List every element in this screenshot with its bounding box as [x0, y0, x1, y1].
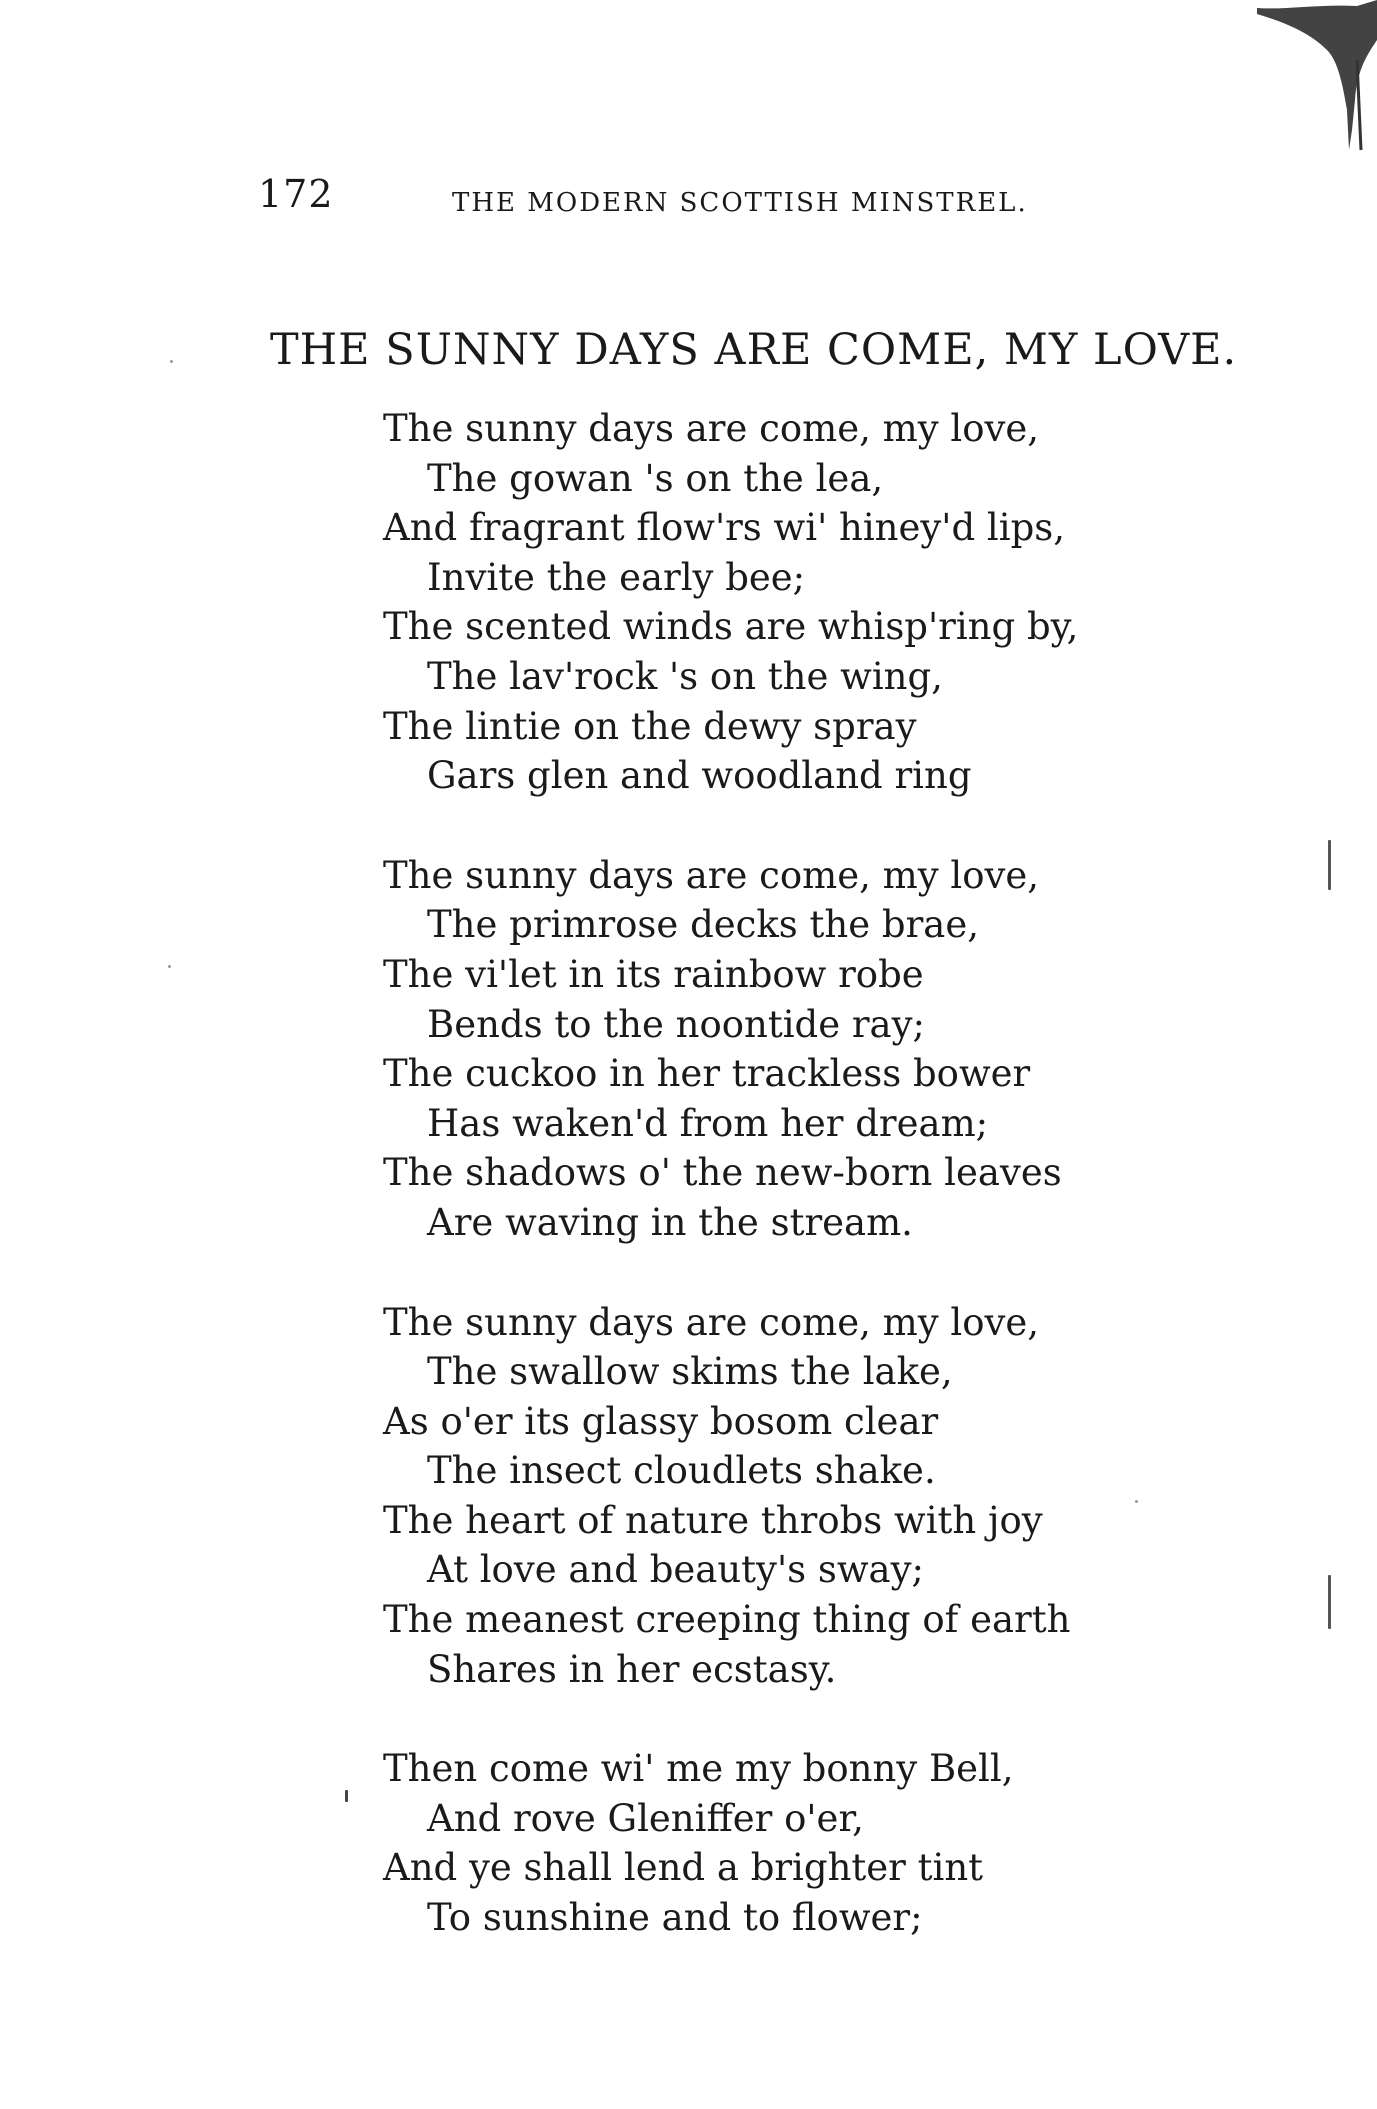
page-number: 172 [258, 172, 334, 216]
stanza-2 [383, 851, 1283, 1248]
poem-line: The gowan 's on the lea, [427, 456, 884, 500]
poem-body [383, 404, 1283, 1993]
poem-line: The lintie on the dewy spray [383, 704, 917, 748]
running-head: THE MODERN SCOTTISH MINSTREL. [452, 188, 1028, 218]
poem-line: Are waving in the stream. [427, 1200, 913, 1244]
poem-line: And ye shall lend a brighter tint [383, 1846, 984, 1890]
poem-line: The meanest creeping thing of earth [383, 1598, 1071, 1642]
poem-line: The scented winds are whisp'ring by, [383, 605, 1079, 649]
poem-line: The primrose decks the brae, [427, 903, 979, 947]
poem-line: Invite the early bee; [427, 555, 806, 599]
poem-line: The insect cloudlets shake. [427, 1449, 936, 1493]
poem-line: And fragrant flow'rs wi' hiney'd lips, [383, 506, 1066, 550]
scan-smudge-mark [1257, 0, 1377, 160]
poem-line: Bends to the noontide ray; [427, 1002, 925, 1046]
margin-mark [1328, 1575, 1331, 1629]
poem-line: Has waken'd from her dream; [427, 1101, 989, 1145]
poem-line: The sunny days are come, my love, [383, 853, 1040, 897]
stanza-1 [383, 404, 1283, 801]
poem-line: At love and beauty's sway; [427, 1548, 924, 1592]
poem-line: To sunshine and to flower; [427, 1896, 923, 1940]
poem-line: Gars glen and woodland ring [427, 754, 972, 798]
poem-line: Shares in her ecstasy. [427, 1647, 837, 1691]
poem-line: The swallow skims the lake, [427, 1350, 953, 1394]
poem-line: The vi'let in its rainbow robe [383, 952, 924, 996]
poem-line: As o'er its glassy bosom clear [383, 1399, 939, 1443]
poem-line: The cuckoo in her trackless bower [383, 1052, 1031, 1096]
poem-title: THE SUNNY DAYS ARE COME, MY LOVE. [270, 325, 1238, 375]
margin-mark [1328, 840, 1331, 890]
scan-speck [170, 360, 173, 363]
poem-line: The heart of nature throbs with joy [383, 1498, 1043, 1542]
scan-speck [345, 1790, 348, 1802]
poem-line: The shadows o' the new-born leaves [383, 1151, 1062, 1195]
poem-line: And rove Gleniffer o'er, [427, 1796, 864, 1840]
poem-line: Then come wi' me my bonny Bell, [383, 1747, 1014, 1791]
poem-line: The lav'rock 's on the wing, [427, 654, 943, 698]
poem-line: The sunny days are come, my love, [383, 1300, 1040, 1344]
poem-line: The sunny days are come, my love, [383, 407, 1040, 450]
stanza-4 [383, 1744, 1283, 1942]
scan-speck [168, 965, 171, 968]
stanza-3 [383, 1298, 1283, 1695]
